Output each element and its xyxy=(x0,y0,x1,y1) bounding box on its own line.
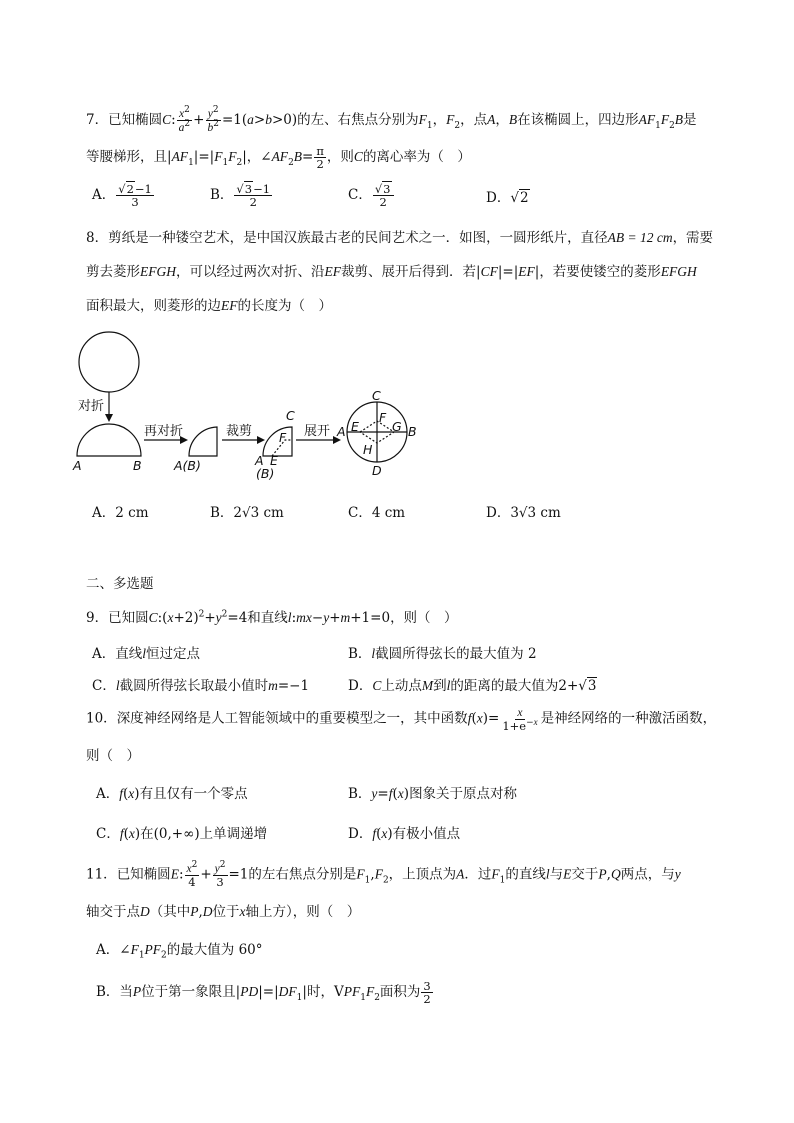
q7-option-b[interactable]: B． $\frac{√3-1}{2}$ xyxy=(210,182,271,210)
q7-number: 7． xyxy=(86,112,109,129)
q10-option-d[interactable]: D．f(x)有极小值点 xyxy=(348,826,461,842)
label-c: C xyxy=(286,408,295,423)
q9-option-a[interactable]: A．直线l恒过定点 xyxy=(92,646,201,662)
q8-line1: 8．剪纸是一种镂空艺术，是中国汉族最古老的民间艺术之一．如图，一圆形纸片，直径AB = 12 cm，需要 xyxy=(86,230,714,246)
q8-line3: 面积最大，则菱形的边EF的长度为（ ） xyxy=(86,298,332,314)
q11-option-a[interactable]: A．$\angle F_1PF_2$的最大值为 60° xyxy=(96,942,263,961)
q10-number: 10． xyxy=(86,710,117,727)
label-e: E xyxy=(270,453,278,468)
label-cut: 裁剪 xyxy=(226,424,253,439)
q10-line1: 10．深度神经网络是人工智能领域中的重要模型之一，其中函数f(x)= $\frac{x}{1+e^{-x}}$ 是神经网络的一种激活函数， xyxy=(86,707,717,734)
q8-option-d[interactable]: D．3√3 cm xyxy=(486,505,561,521)
q7-option-c[interactable]: C． $\frac{√3}{2}$ xyxy=(348,183,395,208)
q10-option-c[interactable]: C．f(x)在(0,+∞)上单调递增 xyxy=(96,826,268,842)
label-fold-2: 再对折 xyxy=(144,424,184,439)
q8-number: 8． xyxy=(86,230,109,246)
q8-option-b[interactable]: B．2√3 cm xyxy=(210,505,284,521)
q10-line2: 则（ ） xyxy=(86,748,140,764)
label-d: D xyxy=(372,463,382,478)
paper-cutting-figure xyxy=(60,328,440,488)
q9-option-b[interactable]: B．l截圆所得弦长的最大值为 2 xyxy=(348,646,537,662)
label-c2: C xyxy=(372,388,381,403)
label-e2: E xyxy=(351,419,359,434)
full-circle xyxy=(79,332,139,392)
label-a-b: A(B) xyxy=(174,458,201,473)
label-b2: (B) xyxy=(256,466,275,481)
q8-line2: 剪去菱形EFGH，可以经过两次对折、沿EF裁剪、展开后得到．若|CF|=|EF|，若要使镂空的菱形EFGH xyxy=(86,264,697,280)
quarter-circle xyxy=(189,427,217,456)
arrow-right-icon xyxy=(257,436,265,444)
q7-line2: 等腰梯形，且$|AF_1|=|F_1F_2|$，$\angle AF_2B=$ $\frac{\pi}{2}$ ，则C的离心率为（ ） xyxy=(86,144,471,172)
semicircle xyxy=(77,424,141,456)
section-heading: 二、多选题 xyxy=(86,576,154,592)
label-fold-1: 对折 xyxy=(78,399,105,414)
q9-stem: 9．已知圆$C:(x+2)^2+y^2=4$和直线l:mx−y+m+1=0，则（ ） xyxy=(86,609,458,626)
q7-option-d[interactable]: D．√2 xyxy=(486,190,529,206)
q11-line1: 11．已知椭圆E: $\frac{x^2}{4}$ + $\frac{y^2}{3}$ =1的左右焦点分别是$F_1,F_2$，上顶点为A．过$F_1$的直线l与E交于P,Q两点，与y xyxy=(86,860,681,890)
label-a: A xyxy=(73,458,82,473)
q10-option-a[interactable]: A．f(x)有且仅有一个零点 xyxy=(96,786,248,802)
q11-option-b[interactable]: B．当P位于第一象限且$|PD|=|DF_1|$时，$VPF_1F_2$面积为 $\frac{3}{2}$ xyxy=(96,979,431,1007)
label-f2: F xyxy=(379,410,387,425)
q9-number: 9． xyxy=(86,610,109,626)
label-b3: B xyxy=(408,424,417,439)
q7-line1: 7．已知椭圆C: $\frac{x^2}{a^2}$ + $\frac{y^2}{b^2}$ =1(a>b>0)的左、右焦点分别为$F_1$，$F_2$，点A，B在该椭圆上，四边形$AF_1F_2B$是 xyxy=(86,105,697,135)
label-g: G xyxy=(392,419,402,434)
label-a3: A xyxy=(337,424,346,439)
q10-option-b[interactable]: B．y=f(x)图象关于原点对称 xyxy=(348,786,518,802)
label-h: H xyxy=(363,442,373,457)
q8-option-a[interactable]: A．2 cm xyxy=(92,505,149,521)
q8-option-c[interactable]: C．4 cm xyxy=(348,505,406,521)
q7-option-a[interactable]: A． $\frac{√2-1}{3}$ xyxy=(92,182,152,210)
arrow-down-icon xyxy=(105,414,113,422)
label-unfold: 展开 xyxy=(304,424,331,439)
label-b: B xyxy=(133,458,142,473)
label-a2: A xyxy=(255,453,264,468)
q11-number: 11． xyxy=(86,866,117,883)
q9-option-c[interactable]: C．l截圆所得弦长取最小值时m=−1 xyxy=(92,678,310,694)
cut-quarter xyxy=(263,427,292,456)
label-f: F xyxy=(279,430,287,445)
q9-option-d[interactable]: D．C上动点M到l的距离的最大值为2+√3 xyxy=(348,678,597,694)
q11-line2: 轴交于点D（其中P,D位于x轴上方），则（ ） xyxy=(86,904,361,920)
